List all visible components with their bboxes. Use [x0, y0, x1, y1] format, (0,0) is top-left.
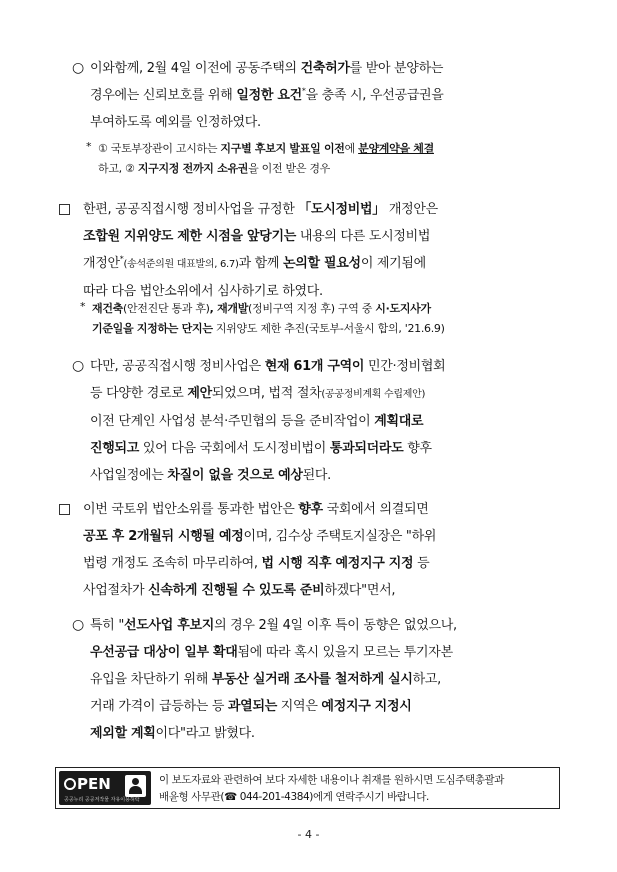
text-line: 사업일정에는 차질이 없을 것으로 예상된다.: [90, 468, 332, 483]
paragraph-exception: [72, 55, 444, 136]
person-icon: [125, 775, 146, 797]
text-line: 이번 국토위 법안소위를 통과한 법안은 향후 국회에서 의결되면: [83, 502, 429, 517]
text-line: 사업절차가 신속하게 진행될 수 있도록 준비하겠다"면서,: [83, 583, 396, 598]
text-line: 하고, ② 지구지정 전까지 소유권을 이전 받은 경우: [98, 162, 331, 175]
contact-line-1: 이 보도자료와 관련하여 보다 자세한 내용이나 취재를 원하시면 도심주택총괄과: [159, 774, 505, 786]
paragraph-speculation-control: [72, 612, 457, 747]
text-line: 개정안*(송석준의원 대표발의, 6.7)과 함께 논의할 필요성이 제기됨에: [83, 254, 426, 271]
text-line: 따라 다음 법안소위에서 심사하기로 하였다.: [83, 284, 323, 299]
text-line: 등 다양한 경로로 제안되었으며, 법적 절차(공공정비계획 수립제안): [90, 386, 426, 401]
asterisk-marker: *: [86, 140, 92, 153]
section-urban-renewal-act: [59, 196, 438, 305]
circle-bullet: ○: [72, 617, 84, 633]
text-line: 유입을 차단하기 위해 부동산 실거래 조사를 철저하게 실시하고,: [90, 672, 441, 687]
contact-line-2: 배윤형 사무관(☎ 044-201-4384)에게 연락주시기 바랍니다.: [159, 791, 429, 803]
circle-bullet: ○: [72, 60, 84, 76]
text-line: 재건축(안전진단 통과 후), 재개발(정비구역 지정 후) 구역 중 시·도지사가: [92, 302, 431, 315]
text-line: 법령 개정도 조속히 마무리하여, 법 시행 직후 예정지구 지정 등: [83, 556, 430, 571]
section-implementation: [59, 496, 436, 604]
text-line: 공포 후 2개월뒤 시행될 예정이며, 김수상 주택토지실장은 "하위: [83, 529, 437, 544]
text-line: 기준일을 지정하는 단지는 지위양도 제한 추진(국토부-서울시 합의, '21.6.9): [92, 322, 445, 335]
text-line: 조합원 지위양도 제한 시점을 앞당기는 내용의 다른 도시정비법: [83, 229, 431, 244]
paragraph-schedule: [72, 353, 445, 489]
page-number: - 4 -: [297, 828, 320, 841]
text-line: 진행되고 있어 다음 국회에서 도시정비법이 통과되더라도 향후: [90, 441, 432, 456]
square-bullet-icon: [59, 204, 70, 215]
text-line: 다만, 공공직접시행 정비사업은 현재 61개 구역이 민간·정비협회: [90, 359, 446, 374]
open-logo-text: PEN: [64, 775, 111, 793]
contact-notice-box: [55, 767, 560, 809]
open-license-logo: [59, 771, 151, 805]
text-line: 한편, 공공직접시행 정비사업을 규정한 「도시정비법」 개정안은: [83, 202, 438, 217]
square-bullet-icon: [59, 504, 70, 515]
footnote-requirements: [86, 139, 434, 179]
text-line: 거래 가격이 급등하는 등 과열되는 지역은 예정지구 지정시: [90, 699, 412, 714]
asterisk-marker: *: [80, 300, 86, 313]
text-line: ① 국토부장관이 고시하는 지구별 후보지 발표일 이전에 분양계약을 체결: [98, 142, 434, 155]
text-line: 이와함께, 2월 4일 이전에 공동주택의 건축허가를 받아 분양하는: [90, 61, 444, 76]
text-line: 우선공급 대상이 일부 확대됨에 따라 혹시 있을지 모르는 투기자본: [90, 645, 453, 660]
text-line: 부여하도록 예외를 인정하였다.: [90, 115, 261, 130]
open-logo-subtext: 공공누리 공공저작물 자유이용허락: [64, 797, 140, 803]
contact-text: [159, 772, 504, 806]
open-o-icon: [64, 778, 76, 790]
text-line: 이전 단계인 사업성 분석·주민협의 등을 준비작업이 계획대로: [90, 414, 424, 429]
text-line: 특히 "선도사업 후보지의 경우 2월 4일 이후 특이 동향은 없었으나,: [90, 618, 457, 633]
circle-bullet: ○: [72, 358, 84, 374]
text-line: 경우에는 신뢰보호를 위해 일정한 요건*을 충족 시, 우선공급권을: [90, 86, 444, 103]
footnote-transfer-limit: [80, 299, 445, 339]
text-line: 제외할 계획이다"라고 밝혔다.: [90, 726, 255, 741]
